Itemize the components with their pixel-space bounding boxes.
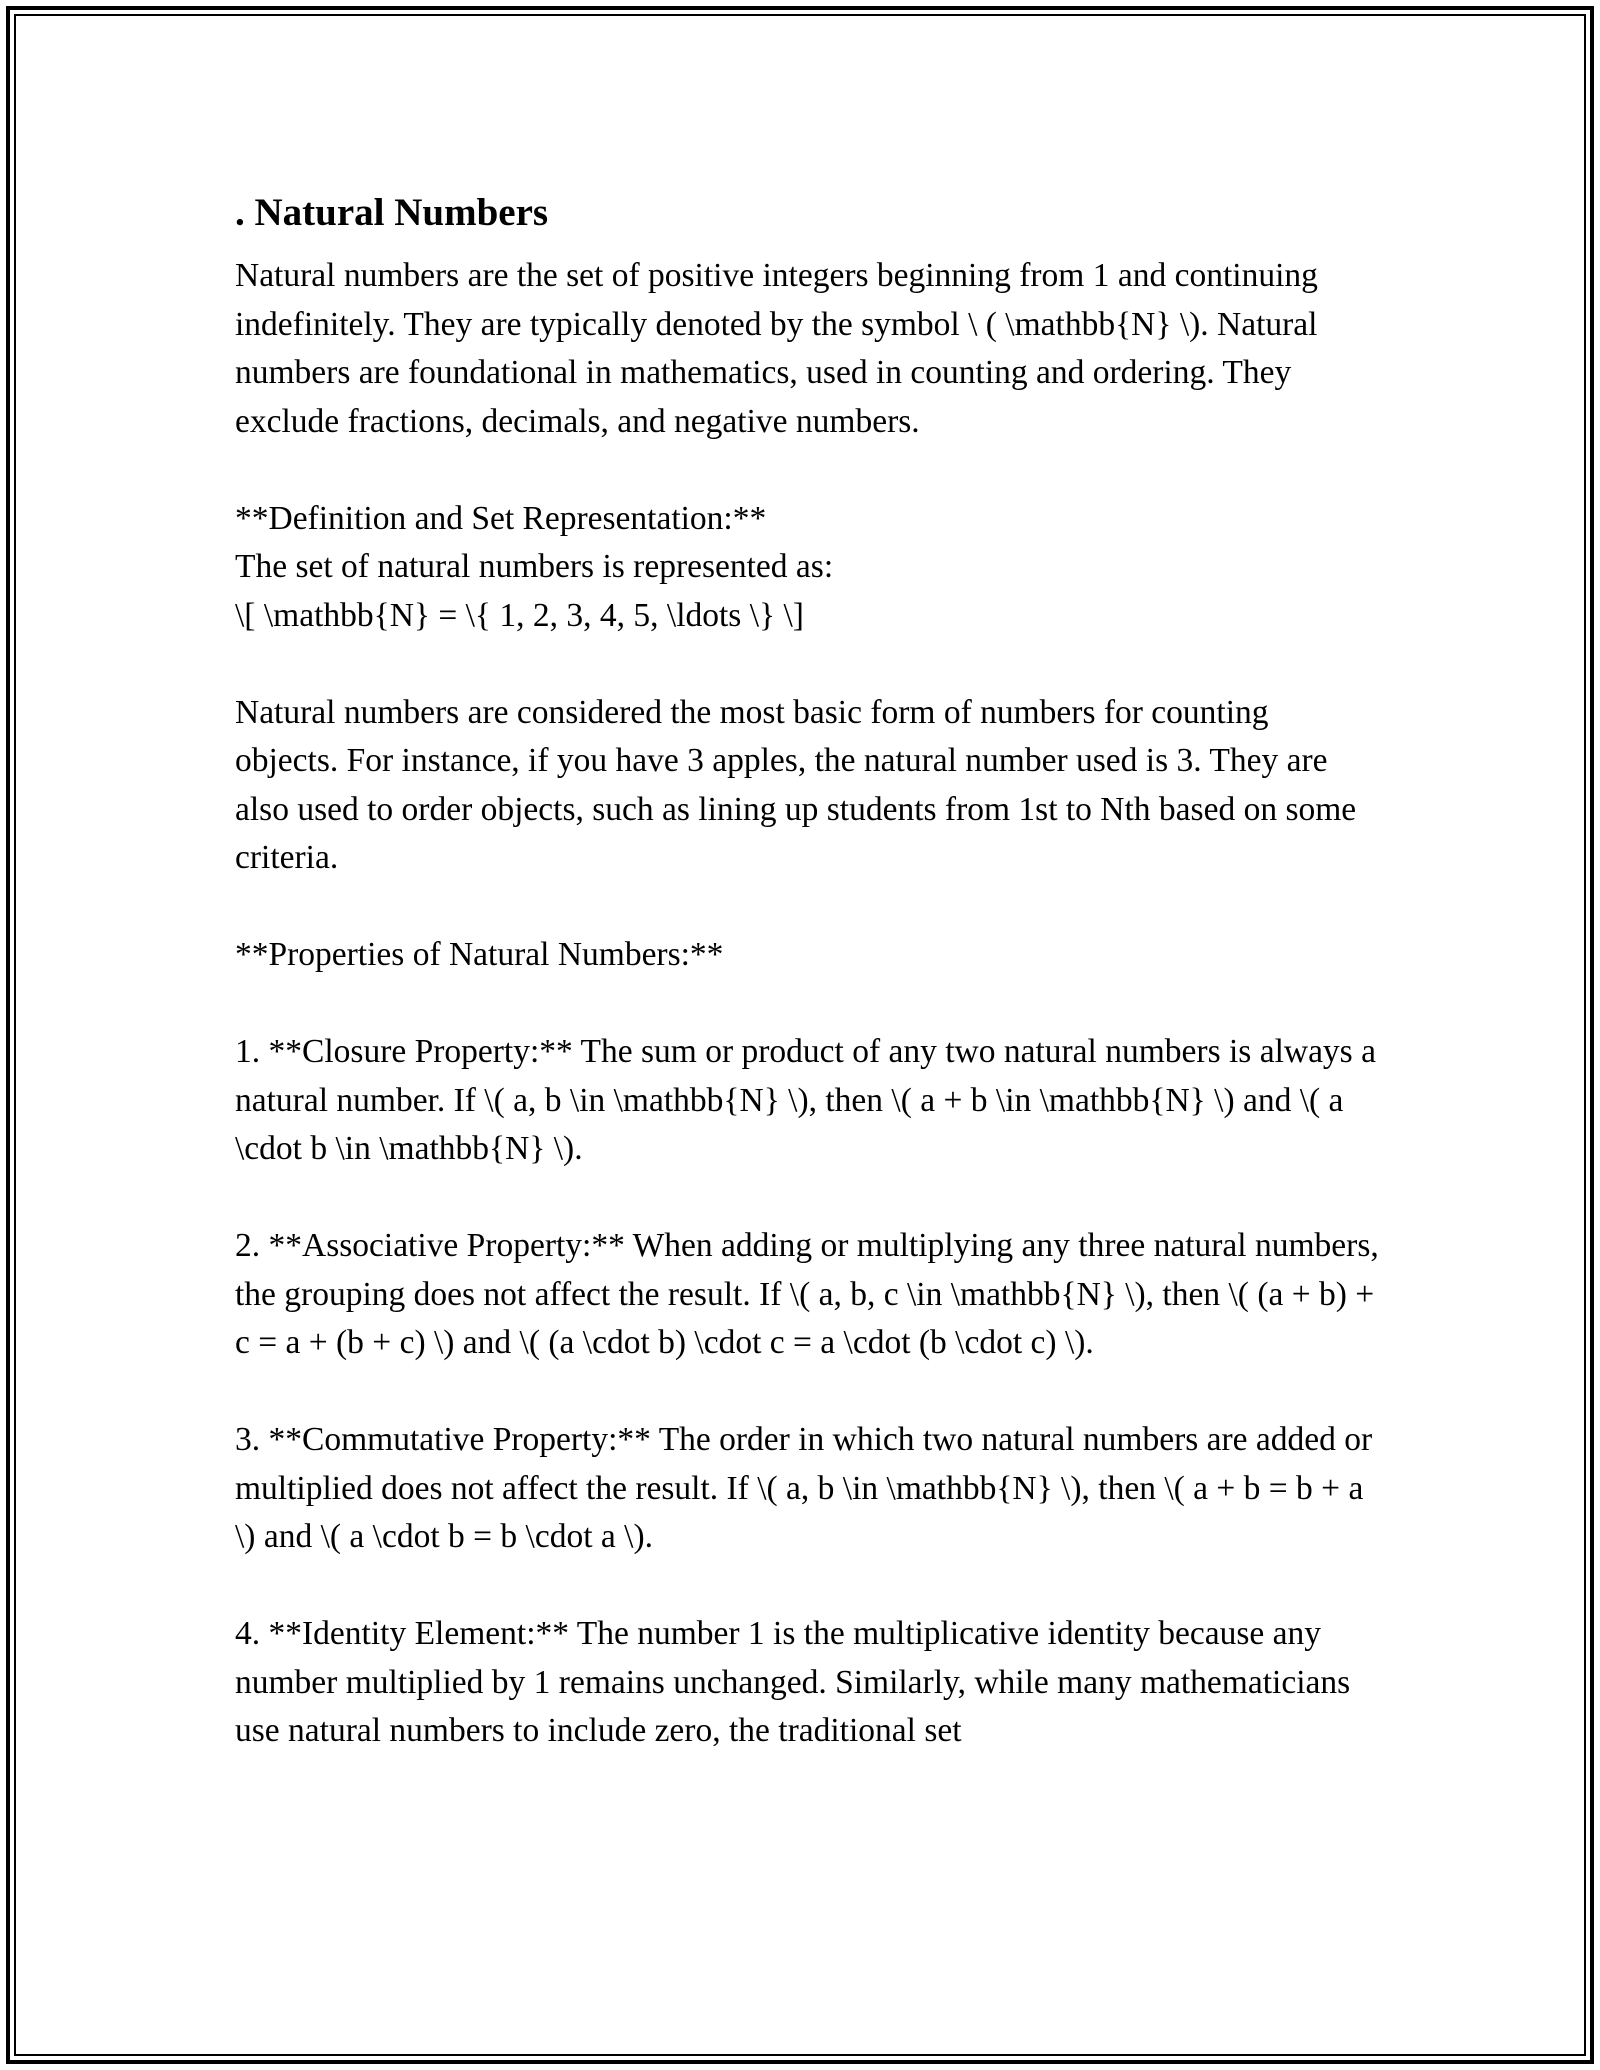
definition-heading: **Definition and Set Representation:** [235,499,767,537]
associative-property: 2. **Associative Property:** When adding or multiplying any three natural numbers, the grouping does not affect the result. If \( a, b, c \in \mathbb{N} \), then \( (a + b) + c = a + (b + c) \) and \( (a \cdot b) \cdot c = a \cdot (b \cdot c) \). [235,1227,1379,1361]
identity-element: 4. **Identity Element:** The number 1 is the multiplicative identity because any number multiplied by 1 remains unchanged. Similarly, while many mathematicians use natural numbers to include zero, the traditional set [235,1615,1351,1749]
closure-property: 1. **Closure Property:** The sum or product of any two natural numbers is always a natural number. If \( a, b \in \mathbb{N} \), then \( a + b \in \mathbb{N} \) and \( a \cdot b \in \mathbb{N} \). [235,1033,1376,1167]
section-heading: . Natural Numbers [235,191,549,234]
commutative-property: 3. **Commutative Property:** The order in which two natural numbers are added or multiplied does not affect the result. If \( a, b \in \mathbb{N} \), then \( a + b = b + a \) and \( a \cdot b = b \cdot a \). [235,1421,1373,1555]
intro-paragraph: Natural numbers are the set of positive integers beginning from 1 and continuing indefinitely. They are typically denoted by the symbol \ ( \mathbb{N} \). Natural numbers are foundational in mathematics, used in counting and ordering. They exclude fractions, decimals, and negative numbers. [235,257,1318,440]
counting-paragraph: Natural numbers are considered the most basic form of numbers for counting objects. For instance, if you have 3 apples, the natural number used is 3. They are also used to order objects, such as lining up students from 1st to Nth based on some criteria. [235,693,1357,876]
properties-heading: **Properties of Natural Numbers:** [235,936,724,973]
definition-text: The set of natural numbers is represented as: [235,548,834,585]
document-body [235,180,1380,1756]
set-representation: \[ \mathbb{N} = \{ 1, 2, 3, 4, 5, \ldots \} \] [235,596,804,634]
